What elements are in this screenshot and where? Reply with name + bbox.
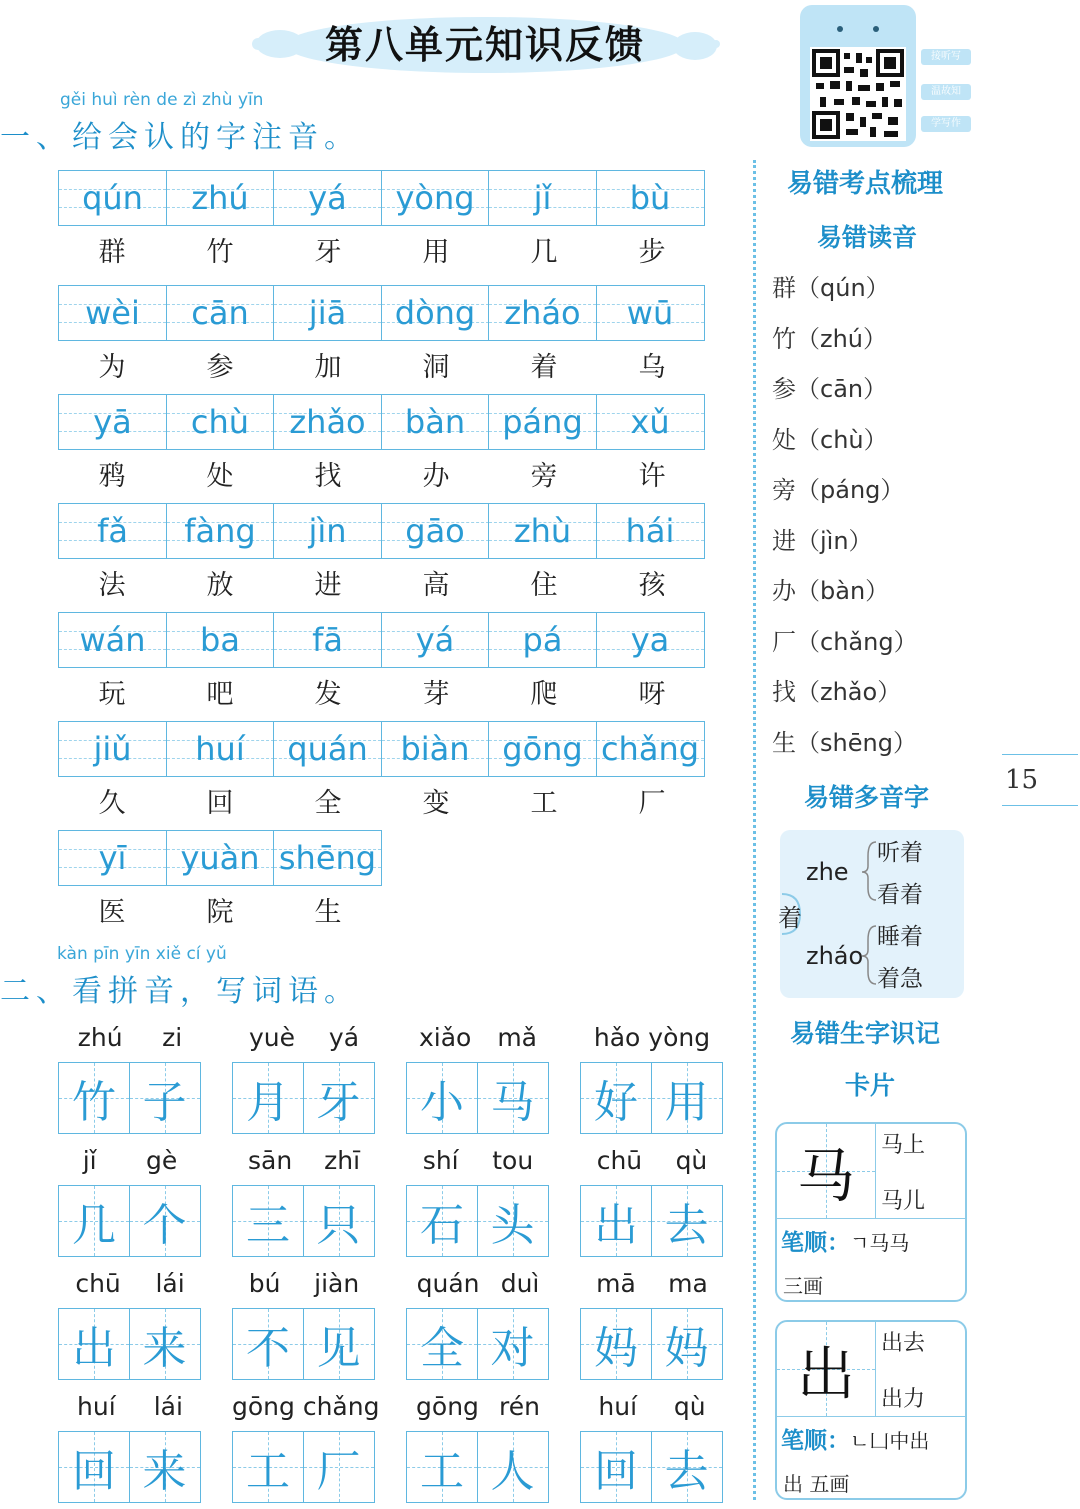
hanzi-char: 法 — [98, 570, 126, 601]
qr-code-icon — [800, 5, 916, 147]
char-card — [775, 1122, 967, 1302]
tianzi-cell: 石 — [406, 1185, 478, 1257]
hanzi-char: 着 — [530, 352, 558, 383]
word-item — [58, 1389, 202, 1503]
tianzi-cell: 厂 — [303, 1431, 375, 1503]
word-pinyin: zhú zi — [77, 1023, 183, 1052]
word-item — [58, 1266, 202, 1380]
tianzi-cell: 用 — [651, 1062, 723, 1134]
tianzi-cell: 去 — [651, 1431, 723, 1503]
word-item — [232, 1266, 376, 1380]
tianzi-cell: 小 — [406, 1062, 478, 1134]
card-strokes: 笔顺：ㄱ马马 — [781, 1230, 910, 1256]
hanzi-char: 住 — [530, 570, 558, 601]
word-item — [406, 1266, 550, 1380]
word-item — [232, 1143, 376, 1257]
word-item — [406, 1389, 550, 1503]
poly-word: 听着 — [877, 840, 923, 866]
section1-pinyin: gěi huì rèn de zì zhù yīn — [60, 90, 264, 110]
reading-item: 找（zhǎo） — [772, 678, 902, 706]
page-number: 15 — [1005, 765, 1039, 795]
pinyin-row — [58, 503, 703, 559]
hanzi-char: 生 — [314, 897, 342, 928]
hanzi-row — [58, 230, 706, 269]
qr-code-panel — [800, 5, 916, 147]
pinyin-cell: xǔ — [596, 394, 705, 450]
hanzi-char: 洞 — [422, 352, 450, 383]
word-pinyin: mā ma — [596, 1269, 708, 1298]
hanzi-char: 处 — [206, 461, 234, 492]
sidebar-main-heading: 易错考点梳理 — [787, 169, 944, 199]
pinyin-cell: páng — [488, 394, 597, 450]
pinyin-cell: pá — [488, 612, 597, 668]
reading-item: 参（cān） — [772, 375, 888, 403]
reading-item: 厂（chǎng） — [772, 627, 918, 656]
tianzi-cell: 妈 — [580, 1308, 652, 1380]
qr-tag: 学写作 — [921, 116, 971, 132]
tianzi-cell: 全 — [406, 1308, 478, 1380]
tianzi-cell: 个 — [129, 1185, 201, 1257]
pinyin-cell: hái — [596, 503, 705, 559]
reading-item: 进（jìn） — [772, 526, 873, 555]
tianzi-cell: 子 — [129, 1062, 201, 1134]
hanzi-char: 芽 — [422, 679, 450, 710]
hanzi-row — [58, 781, 706, 820]
pinyin-cell: dòng — [381, 285, 490, 341]
card-char: 出 — [777, 1322, 876, 1417]
word-pinyin: chū qù — [596, 1146, 708, 1175]
hanzi-char: 办 — [422, 461, 450, 492]
word-pinyin: quán duì — [416, 1269, 540, 1298]
poly-char: 着 — [778, 904, 802, 932]
pinyin-cell: chǎng — [596, 721, 705, 777]
reading-item: 竹（zhú） — [772, 324, 888, 353]
word-pinyin: sān zhī — [247, 1146, 361, 1175]
hanzi-char: 为 — [98, 352, 126, 383]
word-pinyin: chū lái — [75, 1269, 185, 1298]
reading-item: 办（bàn） — [772, 577, 890, 605]
hanzi-row — [58, 563, 706, 602]
hanzi-row — [58, 672, 706, 711]
word-pinyin: huí qù — [598, 1392, 706, 1421]
pinyin-cell: chù — [166, 394, 275, 450]
pinyin-cell: jǐ — [488, 170, 597, 226]
sidebar-poly-heading: 易错多音字 — [804, 783, 930, 812]
hanzi-char: 牙 — [314, 237, 342, 268]
hanzi-char: 步 — [638, 237, 666, 268]
word-pinyin: huí lái — [77, 1392, 183, 1421]
hanzi-char: 加 — [314, 352, 342, 383]
poly-reading-py: zhe — [806, 858, 849, 886]
word-item — [580, 1389, 724, 1503]
pinyin-cell: yī — [58, 830, 167, 886]
hanzi-char: 参 — [206, 352, 234, 383]
tianzi-cell: 不 — [232, 1308, 304, 1380]
section1-title: 一、给会认的字注音。 — [0, 120, 360, 155]
pinyin-cell: fǎ — [58, 503, 167, 559]
word-item — [232, 1389, 380, 1503]
pinyin-cell: cān — [166, 285, 275, 341]
polyphone-box — [780, 830, 964, 998]
tianzi-cell: 回 — [580, 1431, 652, 1503]
card-stroke-count: 三画 — [783, 1274, 823, 1298]
tianzi-cell: 回 — [58, 1431, 130, 1503]
qr-tag: 接听写 — [921, 49, 971, 65]
hanzi-char: 找 — [314, 461, 342, 492]
word-pinyin: jǐ gè — [82, 1146, 178, 1175]
tianzi-cell: 头 — [477, 1185, 549, 1257]
pinyin-cell: qún — [58, 170, 167, 226]
tianzi-cell: 来 — [129, 1431, 201, 1503]
sidebar-cards-heading: 易错生字识记 — [790, 1019, 941, 1048]
hanzi-char: 变 — [422, 788, 450, 819]
tianzi-cell: 工 — [406, 1431, 478, 1503]
word-pinyin: bú jiàn — [248, 1269, 360, 1298]
hanzi-char: 呀 — [638, 679, 666, 710]
hanzi-char: 许 — [638, 461, 666, 492]
pinyin-row — [58, 612, 703, 668]
hanzi-char: 群 — [98, 237, 126, 268]
pinyin-cell: gāo — [381, 503, 490, 559]
pinyin-cell: bù — [596, 170, 705, 226]
column-divider — [753, 160, 756, 1500]
tianzi-cell: 牙 — [303, 1062, 375, 1134]
pinyin-row — [58, 721, 703, 777]
pinyin-cell: yá — [273, 170, 382, 226]
hanzi-char: 工 — [530, 788, 558, 819]
word-pinyin: xiǎo mǎ — [418, 1023, 537, 1052]
pinyin-cell: biàn — [381, 721, 490, 777]
pinyin-cell: yā — [58, 394, 167, 450]
tianzi-cell: 月 — [232, 1062, 304, 1134]
title-banner — [250, 14, 720, 76]
pinyin-cell: jiǔ — [58, 721, 167, 777]
tianzi-cell: 几 — [58, 1185, 130, 1257]
pinyin-row — [58, 170, 703, 226]
pinyin-cell: yuàn — [166, 830, 275, 886]
tianzi-cell: 对 — [477, 1308, 549, 1380]
tianzi-cell: 出 — [58, 1308, 130, 1380]
tianzi-cell: 见 — [303, 1308, 375, 1380]
hanzi-char: 放 — [206, 570, 234, 601]
pinyin-cell: ya — [596, 612, 705, 668]
word-item — [58, 1143, 202, 1257]
pinyin-row — [58, 285, 703, 341]
reading-item: 生（shēng） — [772, 728, 917, 757]
pinyin-cell: bàn — [381, 394, 490, 450]
tianzi-cell: 三 — [232, 1185, 304, 1257]
pinyin-cell: ba — [166, 612, 275, 668]
tianzi-cell: 去 — [651, 1185, 723, 1257]
hanzi-char: 回 — [206, 788, 234, 819]
word-pinyin: gōng rén — [416, 1392, 540, 1421]
card-strokes: 笔顺：ㄴ凵中出 — [781, 1428, 930, 1454]
word-item — [406, 1143, 550, 1257]
char-card — [775, 1320, 967, 1500]
tianzi-cell: 只 — [303, 1185, 375, 1257]
pinyin-cell: fàng — [166, 503, 275, 559]
section2-title: 二、看拼音，写词语。 — [0, 974, 360, 1009]
reading-item: 旁（páng） — [772, 476, 905, 504]
pinyin-cell: zhǎo — [273, 394, 382, 450]
hanzi-char: 乌 — [638, 352, 666, 383]
pinyin-cell: zhù — [488, 503, 597, 559]
hanzi-char: 发 — [314, 679, 342, 710]
pinyin-cell: jiā — [273, 285, 382, 341]
hanzi-char: 久 — [98, 788, 126, 819]
sidebar-cards-heading-2: 卡片 — [845, 1071, 896, 1100]
tianzi-cell: 竹 — [58, 1062, 130, 1134]
card-word: 马上 — [881, 1133, 926, 1158]
hanzi-char: 高 — [422, 570, 450, 601]
hanzi-row — [58, 890, 382, 929]
pinyin-cell: zháo — [488, 285, 597, 341]
pinyin-row — [58, 830, 381, 886]
hanzi-char: 竹 — [206, 237, 234, 268]
word-item — [580, 1143, 724, 1257]
pinyin-cell: gōng — [488, 721, 597, 777]
word-pinyin: yuè yá — [248, 1023, 360, 1052]
hanzi-char: 玩 — [98, 679, 126, 710]
tianzi-cell: 马 — [477, 1062, 549, 1134]
card-char: 马 — [777, 1124, 876, 1219]
pinyin-cell: wán — [58, 612, 167, 668]
pinyin-cell: huí — [166, 721, 275, 777]
section2-pinyin: kàn pīn yīn xiě cí yǔ — [57, 944, 227, 964]
pinyin-cell: yòng — [381, 170, 490, 226]
tianzi-cell: 出 — [580, 1185, 652, 1257]
hanzi-char: 旁 — [530, 461, 558, 492]
page-number-rule — [1002, 805, 1078, 806]
sidebar-reading-heading: 易错读音 — [817, 223, 918, 252]
hanzi-char: 用 — [422, 237, 450, 268]
reading-item: 处（chù） — [772, 425, 888, 454]
pinyin-cell: yá — [381, 612, 490, 668]
reading-item: 群（qún） — [772, 274, 890, 302]
bracket-icon — [780, 830, 964, 998]
tianzi-cell: 妈 — [651, 1308, 723, 1380]
word-pinyin: hǎo yòng — [593, 1023, 711, 1052]
tianzi-cell: 人 — [477, 1431, 549, 1503]
qr-tag: 温故知 — [921, 84, 971, 100]
hanzi-char: 全 — [314, 788, 342, 819]
card-stroke-count: 出 五画 — [783, 1472, 850, 1496]
pinyin-cell: fā — [273, 612, 382, 668]
card-word: 出去 — [881, 1331, 926, 1356]
hanzi-char: 几 — [530, 237, 558, 268]
card-word: 出力 — [881, 1387, 926, 1412]
word-item — [580, 1020, 724, 1134]
word-item — [580, 1266, 724, 1380]
pinyin-cell: zhú — [166, 170, 275, 226]
pinyin-cell: shēng — [273, 830, 382, 886]
tianzi-cell: 来 — [129, 1308, 201, 1380]
word-item — [58, 1020, 202, 1134]
word-pinyin: shí tou — [422, 1146, 534, 1175]
hanzi-row — [58, 345, 706, 384]
pinyin-cell: wū — [596, 285, 705, 341]
poly-reading-py: zháo — [806, 942, 864, 970]
hanzi-char: 医 — [98, 897, 126, 928]
pinyin-cell: quán — [273, 721, 382, 777]
pinyin-cell: jìn — [273, 503, 382, 559]
hanzi-char: 爬 — [530, 679, 558, 710]
poly-word: 着急 — [877, 966, 923, 992]
word-item — [232, 1020, 376, 1134]
word-item — [406, 1020, 550, 1134]
poly-word: 睡着 — [877, 924, 923, 950]
hanzi-char: 吧 — [206, 679, 234, 710]
pinyin-row — [58, 394, 703, 450]
pinyin-cell: wèi — [58, 285, 167, 341]
tianzi-cell: 好 — [580, 1062, 652, 1134]
hanzi-char: 厂 — [638, 788, 666, 819]
hanzi-row — [58, 454, 706, 493]
page-title: 第八单元知识反馈 — [324, 23, 645, 67]
hanzi-char: 院 — [206, 897, 234, 928]
word-pinyin: gōng chǎng — [232, 1392, 380, 1421]
page-number-rule — [1002, 754, 1078, 755]
tianzi-cell: 工 — [232, 1431, 304, 1503]
poly-word: 看着 — [877, 882, 923, 908]
card-word: 马儿 — [881, 1189, 926, 1214]
hanzi-char: 孩 — [638, 570, 666, 601]
hanzi-char: 进 — [314, 570, 342, 601]
hanzi-char: 鸦 — [98, 461, 126, 492]
